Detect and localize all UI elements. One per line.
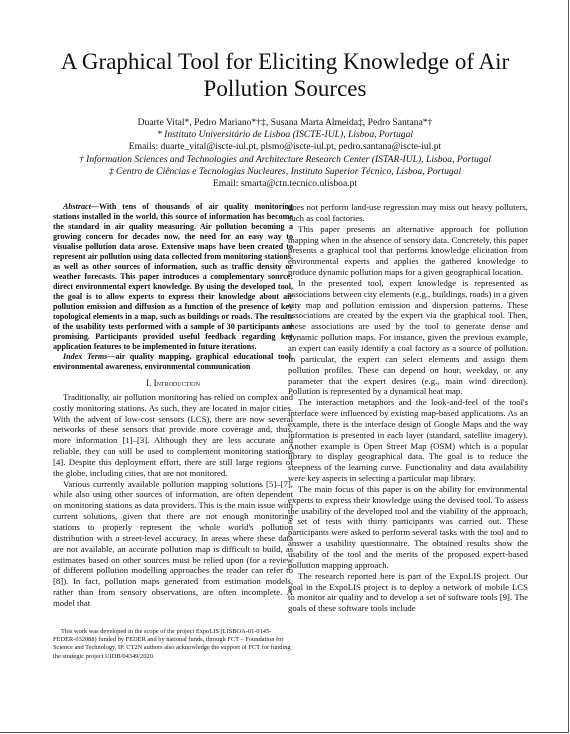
right-column bbox=[288, 202, 528, 614]
paragraph: Traditionally, air pollution monitoring has relied on complex and costly monitoring stations. As such, they are located in major cities. With the advent of low-cost sensors (LCS), there are now several networks of these sensors that provide more coverage and, thus, more information [1]–[3]. Although they are less accurate and reliable, they can still be used to complement monitoring stations [4]. Despite this deployment effort, there are still large regions of the globe, including cities, that are not monitored. bbox=[53, 391, 293, 478]
footnote bbox=[53, 628, 293, 661]
affiliation-2: † Information Sciences and Technologies and Architecture Research Center (ISTAR-IUL), Lisboa, Portugal bbox=[78, 153, 492, 165]
index-terms-lead: Index Terms— bbox=[63, 352, 116, 361]
abstract-text: With tens of thousands of air quality monitoring stations installed in the world, this source of information has become the standard in air quality measuring. Air pollution becoming a growing concern for decades now, the need for an easy way to visualise pollution data arose. Extensive maps have been created to represent air pollution using data collected from monitoring stations, as well as other sources of information, such as traffic density or weather forecasts. This paper introduces a complementary source: direct environmental expert knowledge. By using the developed tool, the goal is to allow experts to express their knowledge about air pollution emission and diffusion as a function of the presence of key topological elements in a map, such as buildings or roads. The results of the usability tests performed with a sample of 30 participants are promising. Participants provided useful feedback regarding key application features to be implemented in future iterations. bbox=[53, 202, 293, 351]
affiliation-1: * Instituto Universitário de Lisboa (ISCTE-IUL), Lisboa, Portugal bbox=[156, 129, 414, 141]
author-names: Duarte Vital*, Pedro Mariano*†‡, Susana Marta Almeida‡, Pedro Santana*† bbox=[137, 117, 433, 128]
footnote-text: This work was developed in the scope of the project ExpoLIS (LISBOA-01-0145-FEDER-032088) funded by FEDER and by national funds, through FCT – Foundation for Science and Technology, IP. CT2N authors also acknowledge the support of FCT for funding the strategic project UIDB/04349/2020. bbox=[53, 628, 291, 660]
author-block bbox=[40, 117, 530, 190]
paragraph: Various currently available pollution mapping solutions [5]–[7], while also using other sources of information, are often dependent on monitoring stations as data providers. This is the main issue with current solutions, given that there are not enough monitoring stations to properly represent the whole world's pollution distribution with a street-level accuracy. In areas where these data are not available, an accurate pollution map is difficult to build, as estimates based on other sources must be relied upon (for a review of different pollution modelling approaches the reader can refer to [8]). In fact, pollution maps generated from estimation models, rather than from sensory observations, are often incomplete. A model that bbox=[53, 478, 293, 608]
paragraph: This paper presents an alternative approach for pollution mapping when in the absence of sensory data. Concretely, this paper presents a graphical tool that performs knowledge elicitation from environmental experts and applies the gathered knowledge to produce dynamic pollution maps for a given geographical location. bbox=[288, 223, 528, 278]
index-terms-text: air quality mapping, graphical educational tool, environmental awareness, environmental communication bbox=[53, 352, 294, 371]
author-email-3: Email: smarta@ctn.tecnico.ulisboa.pt bbox=[212, 178, 358, 190]
abstract bbox=[53, 202, 293, 352]
author-emails: Emails: duarte_vital@iscte-iul.pt, plsmo@iscte-iul.pt, pedro.santana@iscte-iul.pt bbox=[128, 141, 442, 153]
paragraph: The research reported here is part of the ExpoLIS project. Our goal in the ExpoLIS project is to deploy a network of mobile LCS to monitor air quality and to develop a set of software tools [9]. The goals of these software tools include bbox=[288, 570, 528, 614]
paragraph: The main focus of this paper is on the ability for environmental experts to express their knowledge using the devised tool. To assess the usability of the developed tool and the viability of the approach, a set of tests with thirty participants was carried out. These participants were asked to perform several tasks with the tool and to answer a usability questionnaire. The obtained results show the usability of the tool and the merits of the proposed expert-based pollution mapping approach. bbox=[288, 483, 528, 570]
left-column bbox=[53, 202, 293, 609]
index-terms bbox=[53, 352, 293, 372]
paragraph: The interaction metaphors and the look-and-feel of the tool's interface were influenced by existing map-based applications. As an example, there is the interface design of Google Maps and the way information is presented in each layer (standard, satellite imagery). Another example is Open Street Map (OSM) which is a popular library to display geographical data. The goal is to reduce the steepness of the learning curve. Functionality and data availability were key aspects in selecting a particular map library. bbox=[288, 397, 528, 484]
paragraph: In the presented tool, expert knowledge is represented as associations between city elements (e.g., buildings, roads) in a given city map and pollution emission and dispersion patterns. These associations are created by the expert via the graphical tool. Then, these associations are used by the tool to generate dense and dynamic pollution maps. For instance, given the previous example, an expert can easily identify a coal factory as a source of pollution. In particular, the expert can select elements and assign them pollution profiles. These can depend on hour, weekday, or any parameter that the expert desires (e.g., main wind direction). Pollution is represented by a dynamical heat map. bbox=[288, 277, 528, 397]
paper-title: A Graphical Tool for Eliciting Knowledge of Air Pollution Sources bbox=[60, 49, 510, 101]
affiliation-3: ‡ Centro de Ciências e Tecnologias Nucleares, Instituto Superior Técnico, Lisboa, Portugal bbox=[108, 165, 462, 177]
paragraph: does not perform land-use regression may miss out heavy polluters, such as coal factories. bbox=[288, 202, 528, 223]
abstract-lead: Abstract— bbox=[63, 202, 99, 211]
section-heading: I. Introduction bbox=[146, 378, 200, 388]
